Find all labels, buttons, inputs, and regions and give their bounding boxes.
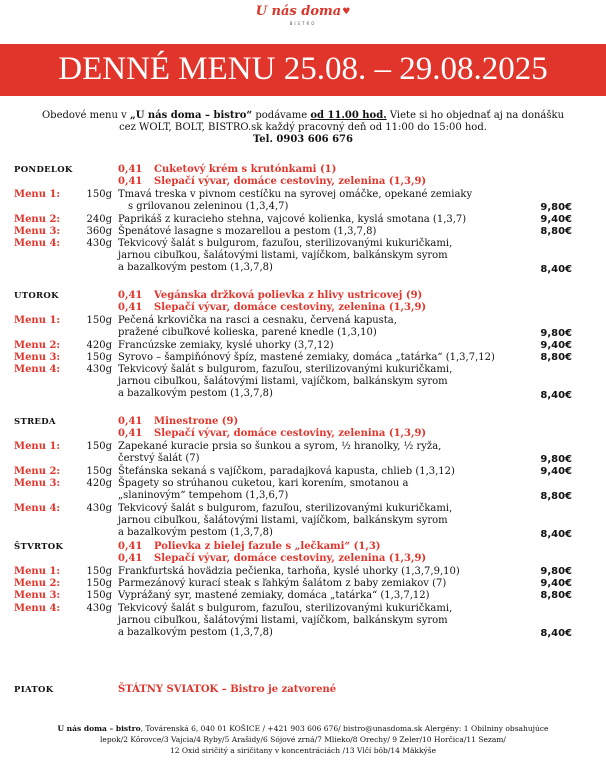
soup-volume: 0,41	[118, 302, 143, 314]
menu-label: Menu 1:	[14, 440, 61, 452]
menu-portion: 240g	[86, 213, 112, 225]
footer-line-3: 12 Oxid siričitý a siričitany v koncentráciách /13 Vlčí bôb/14 Mäkkýše	[169, 746, 437, 755]
soup-volume: 0,41	[118, 164, 143, 175]
footer-brand: U nás doma – bistro	[57, 724, 141, 733]
soup-item	[118, 428, 426, 440]
menu-label: Menu 4:	[14, 503, 61, 515]
menu-description	[118, 238, 538, 274]
menu-portion: 420g	[86, 478, 112, 489]
menu-description-line: Štefánska sekaná s vajíčkom, paradajková kapusta, chlieb (1,3,12)	[118, 465, 455, 477]
menu-label: Menu 3:	[14, 590, 61, 602]
heart-icon: ♥	[342, 7, 351, 17]
soup-name: Slepačí vývar, domáce cestoviny, zelenina (1,3,9)	[154, 428, 427, 440]
menu-label: Menu 3:	[14, 352, 61, 363]
menu-label: Menu 4:	[14, 238, 61, 250]
menu-description	[118, 578, 538, 590]
soup-name: Cuketový krém s krutónkami (1)	[154, 164, 337, 175]
bistro-name: „U nás doma – bistro“	[129, 110, 253, 121]
menu-description	[118, 214, 538, 226]
menu-description	[118, 315, 538, 339]
soup-item	[118, 302, 426, 314]
day-name: UTOROK	[14, 291, 59, 301]
day-name: PONDELOK	[14, 165, 73, 175]
menu-label: Menu 4:	[14, 602, 61, 614]
menu-label: Menu 2:	[14, 213, 61, 225]
day-name: STREDA	[14, 417, 56, 427]
menu-price: 8,40€	[540, 528, 572, 540]
menu-description-line: čerstvý šalát (7)	[118, 452, 200, 464]
menu-price: 8,80€	[540, 352, 572, 363]
soup-volume: 0,41	[118, 416, 143, 427]
menu-description-line: Frankfurtská hovädzia pečienka, tarhoňa, kyslé uhorky (1,3,7,9,10)	[118, 565, 460, 577]
menu-description-line: jarnou cibuľkou, šalátovými listami, vajíčkom, balkánskym syrom	[118, 250, 448, 262]
menu-description-line: Pečená krkovička na rasci a cesnaku, červená kapusta,	[118, 314, 397, 326]
menu-description-line: Zapekané kuracie prsia so šunkou a syrom, ½ hranolky, ½ ryža,	[118, 440, 442, 452]
menu-price: 9,40€	[540, 577, 572, 589]
menu-portion: 150g	[86, 590, 112, 602]
menu-price: 8,40€	[540, 389, 572, 401]
holiday-notice: ŠTÁTNY SVIATOK – Bistro je zatvorené	[118, 684, 337, 695]
menu-description-line: Vyprážaný syr, mastené zemiaky, domáca „tatárka“ (1,3,7,12)	[118, 590, 430, 602]
logo-text: U nás doma	[255, 4, 342, 19]
menu-portion: 150g	[86, 352, 112, 363]
menu-label: Menu 2:	[14, 577, 61, 589]
soup-name: Minestrone (9)	[154, 416, 239, 427]
page-title: DENNÉ MENU 25.08. – 29.08.2025	[58, 51, 548, 87]
menu-description-line: pražené cibuľkové kolieska, parené knedle (1,3,10)	[118, 326, 377, 338]
logo-subtitle: BISTRO	[289, 21, 317, 26]
menu-description	[118, 441, 538, 465]
soup-name: Slepačí vývar, domáce cestoviny, zelenina (1,3,9)	[154, 302, 427, 314]
menu-price: 9,80€	[540, 201, 572, 213]
menu-portion: 150g	[86, 188, 112, 200]
menu-price: 8,80€	[540, 590, 572, 602]
menu-portion: 430g	[86, 602, 112, 614]
soup-name: Slepačí vývar, domáce cestoviny, zelenina (1,3,9)	[154, 176, 427, 188]
soup-volume: 0,41	[118, 541, 143, 552]
menu-description	[118, 478, 538, 502]
menu-description	[118, 590, 538, 602]
menu-portion: 150g	[86, 465, 112, 477]
menu-price: 8,40€	[540, 263, 572, 275]
intro-text	[0, 110, 606, 146]
menu-portion: 360g	[86, 226, 112, 237]
menu-description	[118, 189, 538, 213]
menu-description-line: jarnou cibuľkou, šalátovými listami, vajíčkom, balkánskym syrom	[118, 376, 448, 388]
menu-price: 9,40€	[540, 213, 572, 225]
menu-portion: 150g	[86, 577, 112, 589]
menu-description-line: Špenátové lasagne s mozarellou a pestom (1,3,7,8)	[118, 226, 377, 237]
menu-description	[118, 364, 538, 400]
menu-portion: 150g	[86, 314, 112, 326]
menu-description-line: Francúzske zemiaky, kyslé uhorky (3,7,12)	[118, 339, 334, 351]
menu-label: Menu 1:	[14, 188, 61, 200]
intro-line-1: Obedové menu v „U nás doma – bistro“ podávame od 11.00 hod. Viete si ho objednať aj na donášku	[41, 110, 565, 121]
menu-price: 9,40€	[540, 465, 572, 477]
menu-label: Menu 1:	[14, 314, 61, 326]
footer-line-1: U nás doma – bistro, Továrenská 6, 040 01 KOŠICE / +421 903 606 676/ bistro@unasdoma.sk Alergény: 1 Obilniny obsahujúce	[57, 724, 549, 733]
intro-line-2: cez WOLT, BOLT, BISTRO.sk každý pracovný deň od 11:00 do 15:00 hod.	[119, 122, 487, 133]
soup-item	[118, 176, 426, 188]
menu-price: 8,40€	[540, 628, 572, 640]
day-name: ŠTVRTOK	[14, 542, 64, 552]
menu-label: Menu 2:	[14, 465, 61, 477]
menu-price: 9,80€	[540, 565, 572, 577]
menu-portion: 420g	[86, 339, 112, 351]
soup-item	[118, 164, 336, 176]
menu-description-line: „slaninovým“ tempehom (1,3,6,7)	[118, 490, 289, 501]
menu-description-line: s grilovanou zeleninou (1,3,4,7)	[128, 200, 289, 212]
menu-description-line: a bazalkovým pestom (1,3,7,8)	[118, 388, 273, 400]
menu-description	[118, 352, 538, 364]
opening-time: od 11.00 hod.	[310, 110, 387, 121]
menu-label: Menu 3:	[14, 226, 61, 237]
soup-volume: 0,41	[118, 290, 143, 301]
soup-item	[118, 416, 238, 428]
menu-description	[118, 566, 538, 578]
menu-label: Menu 4:	[14, 364, 61, 376]
phone-number: Tel. 0903 606 676	[253, 134, 353, 145]
soup-volume: 0,41	[118, 428, 143, 440]
soup-name: Vegánska držková polievka z hlivy ustricovej (9)	[154, 290, 423, 301]
menu-description	[118, 226, 538, 238]
menu-price: 9,40€	[540, 339, 572, 351]
menu-description-line: Tekvicový šalát s bulgurom, fazuľou, sterilizovanými kukuričkami,	[118, 503, 453, 515]
menu-description	[118, 340, 538, 352]
soup-name: Polievka z bielej fazule s „lečkami“ (1,3)	[154, 541, 381, 552]
soup-volume: 0,41	[118, 553, 143, 565]
title-banner	[0, 44, 606, 96]
menu-price: 9,80€	[540, 327, 572, 339]
menu-description-line: jarnou cibuľkou, šalátovými listami, vajíčkom, balkánskym syrom	[118, 614, 448, 626]
menu-description-line: jarnou cibuľkou, šalátovými listami, vajíčkom, balkánskym syrom	[118, 515, 448, 527]
menu-portion: 430g	[86, 503, 112, 515]
soup-item	[118, 541, 381, 553]
menu-description-line: Paprikáš z kuracieho stehna, vajcové kolienka, kyslá smotana (1,3,7)	[118, 213, 467, 225]
menu-description-line: a bazalkovým pestom (1,3,7,8)	[118, 626, 273, 638]
footer-line-2: lepok/2 Kôrovce/3 Vajcia/4 Ryby/5 Arašidy/6 Sójové zrná/7 Mlieko/8 Orechy/ 9 Zeler/10 Horčica/11 Sezam/	[100, 735, 506, 744]
menu-description-line: Syrovo – šampiňónový špíz, mastené zemiaky, domáca „tatárka“ (1,3,7,12)	[118, 352, 495, 363]
menu-description	[118, 503, 538, 539]
menu-portion: 430g	[86, 364, 112, 376]
menu-label: Menu 2:	[14, 339, 61, 351]
menu-description	[118, 466, 538, 478]
soup-item	[118, 290, 422, 302]
menu-label: Menu 1:	[14, 565, 61, 577]
menu-description-line: a bazalkovým pestom (1,3,7,8)	[118, 262, 273, 274]
footer	[10, 723, 596, 756]
day-name: PIATOK	[14, 685, 54, 695]
menu-portion: 150g	[86, 565, 112, 577]
menu-description-line: Tekvicový šalát s bulgurom, fazuľou, sterilizovanými kukuričkami,	[118, 238, 453, 250]
menu-description	[118, 603, 538, 639]
logo	[255, 4, 351, 40]
menu-description-line: Tekvicový šalát s bulgurom, fazuľou, sterilizovanými kukuričkami,	[118, 364, 453, 376]
menu-label: Menu 3:	[14, 478, 61, 489]
menu-description-line: Špagety so strúhanou cuketou, kari korením, smotanou a	[118, 478, 409, 489]
menu-price: 8,80€	[540, 226, 572, 237]
soup-volume: 0,41	[118, 176, 143, 188]
menu-price: 8,80€	[540, 491, 572, 503]
menu-description-line: Tekvicový šalát s bulgurom, fazuľou, sterilizovanými kukuričkami,	[118, 602, 453, 614]
menu-description-line: a bazalkovým pestom (1,3,7,8)	[118, 527, 273, 539]
menu-portion: 430g	[86, 238, 112, 250]
menu-description-line: Tmavá treska v pivnom cestíčku na syrovej omáčke, opekané zemiaky	[118, 188, 473, 200]
menu-portion: 150g	[86, 440, 112, 452]
soup-name: Slepačí vývar, domáce cestoviny, zelenina (1,3,9)	[154, 553, 427, 565]
soup-item	[118, 553, 426, 565]
menu-description-line: Parmezánový kurací steak s ľahkým šalátom z baby zemiakov (7)	[118, 577, 447, 589]
menu-price: 9,80€	[540, 453, 572, 465]
